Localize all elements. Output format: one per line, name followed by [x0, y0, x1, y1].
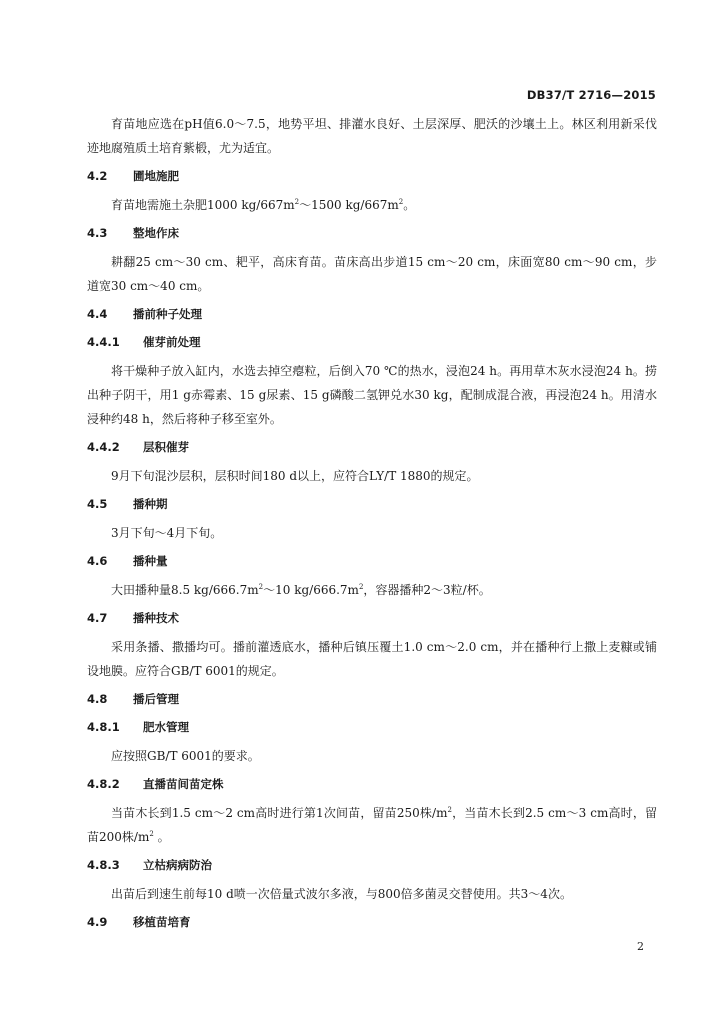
section-title: 层积催芽 [143, 440, 189, 454]
text-run: 育苗地需施土杂肥1000 kg/667m [111, 198, 295, 212]
section-number: 4.3 [87, 226, 108, 240]
body-paragraph: 3月下旬～4月下旬。 [111, 526, 223, 540]
section-heading [87, 331, 657, 353]
section-title: 播种量 [133, 554, 168, 568]
standard-code: DB37/T 2716—2015 [526, 88, 656, 102]
text-run: 。 [153, 830, 170, 844]
section-title: 肥水管理 [143, 720, 189, 734]
section-heading [87, 911, 657, 933]
body-paragraph: 应按照GB/T 6001的要求。 [111, 749, 260, 763]
section-number: 4.9 [87, 915, 108, 929]
section-heading [87, 854, 657, 876]
text-run: 大田播种量8.5 kg/666.7m [111, 583, 259, 597]
section-heading [87, 688, 657, 710]
section-number: 4.4 [87, 307, 108, 321]
superscript: 2 [358, 583, 364, 591]
body-paragraph: 耕翻25 cm～30 cm、耙平，高床育苗。苗床高出步道15 cm～20 cm，床面宽80 cm～90 cm，步道宽30 cm～40 cm。 [87, 255, 657, 293]
body-paragraph [87, 193, 657, 217]
section-number: 4.2 [87, 169, 108, 183]
section-heading [87, 303, 657, 325]
superscript: 2 [447, 806, 452, 814]
text-run: ，容器播种2～3粒/杯。 [363, 583, 491, 597]
text-run: 。 [403, 198, 416, 212]
section-title: 播后管理 [133, 692, 179, 706]
text-run: 当苗木长到1.5 cm～2 cm高时进行第1次间苗，留苗250株/m [111, 806, 448, 820]
section-number: 4.8.3 [87, 858, 120, 872]
section-title: 催芽前处理 [143, 335, 201, 349]
section-heading [87, 550, 657, 572]
section-heading [87, 493, 657, 515]
section-number: 4.5 [87, 497, 108, 511]
document-body [87, 112, 657, 939]
section-title: 直播苗间苗定株 [143, 777, 224, 791]
body-paragraph: 将干燥种子放入缸内，水选去掉空瘪粒，后倒入70 ℃的热水，浸泡24 h。再用草木灰水浸泡24 h。捞出种子阴干，用1 g赤霉素、15 g尿素、15 g磷酸二氢钾兑水30 kg，配制成混合液，再浸泡24 h。用清水浸种约48 h，然后将种子移至室外。 [87, 364, 657, 426]
section-heading [87, 773, 657, 795]
section-title: 移植苗培育 [133, 915, 191, 929]
section-number: 4.4.1 [87, 335, 120, 349]
text-run: ，当苗木长到2.5 cm～3 cm高时，留苗200株/m [87, 806, 657, 844]
section-number: 4.4.2 [87, 440, 120, 454]
section-number: 4.6 [87, 554, 108, 568]
section-heading [87, 222, 657, 244]
section-heading [87, 165, 657, 187]
section-number: 4.8 [87, 692, 108, 706]
text-run: ～1500 kg/667m [299, 198, 399, 212]
superscript: 2 [258, 583, 264, 591]
section-number: 4.7 [87, 611, 108, 625]
body-paragraph [87, 578, 657, 602]
section-title: 播种技术 [133, 611, 179, 625]
superscript: 2 [149, 830, 154, 838]
superscript: 2 [294, 198, 300, 206]
section-heading [87, 716, 657, 738]
body-paragraph: 9月下旬混沙层积，层积时间180 d以上，应符合LY/T 1880的规定。 [111, 469, 479, 483]
section-number: 4.8.2 [87, 777, 120, 791]
body-paragraph: 出苗后到速生前每10 d喷一次倍量式波尔多液，与800倍多菌灵交替使用。共3～4次。 [111, 887, 572, 901]
body-paragraph: 育苗地应选在pH值6.0～7.5，地势平坦、排灌水良好、土层深厚、肥沃的沙壤土上。林区利用新采伐迹地腐殖质土培育紫椴，尤为适宜。 [87, 117, 657, 155]
text-run: ～10 kg/666.7m [263, 583, 359, 597]
section-heading [87, 607, 657, 629]
body-paragraph [87, 801, 657, 849]
section-heading [87, 436, 657, 458]
page-number: 2 [637, 940, 644, 953]
section-title: 整地作床 [133, 226, 179, 240]
section-title: 播前种子处理 [133, 307, 202, 321]
section-title: 立枯病病防治 [143, 858, 212, 872]
superscript: 2 [398, 198, 404, 206]
section-title: 圃地施肥 [133, 169, 179, 183]
section-number: 4.8.1 [87, 720, 120, 734]
body-paragraph: 采用条播、撒播均可。播前灌透底水，播种后镇压覆土1.0 cm～2.0 cm，并在播种行上撒上麦糠或铺设地膜。应符合GB/T 6001的规定。 [87, 640, 657, 678]
section-title: 播种期 [133, 497, 168, 511]
